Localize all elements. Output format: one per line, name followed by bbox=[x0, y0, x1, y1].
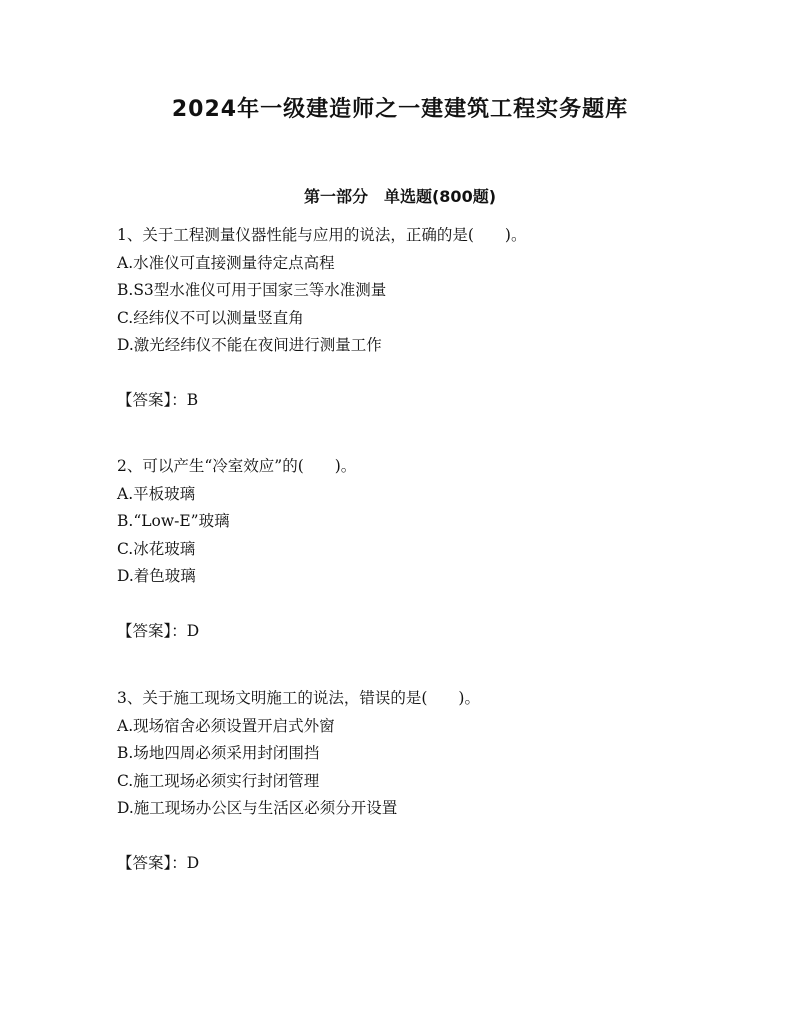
option-a: A.现场宿舍必须设置开启式外窗 bbox=[117, 716, 335, 735]
section-heading: 第一部分 单选题(800题) bbox=[303, 187, 497, 206]
question-stem: 1、关于工程测量仪器性能与应用的说法，正确的是( )。 bbox=[117, 226, 527, 244]
option-b: B.场地四周必须采用封闭围挡 bbox=[117, 744, 320, 762]
option-c: C.施工现场必须实行封闭管理 bbox=[117, 771, 320, 790]
question-block bbox=[117, 453, 757, 645]
answer-line: 【答案】：B bbox=[117, 390, 199, 409]
option-a: A.水准仪可直接测量待定点高程 bbox=[117, 253, 335, 272]
question-block bbox=[117, 222, 757, 414]
answer-line: 【答案】：D bbox=[117, 621, 200, 640]
question-stem: 2、可以产生“冷室效应”的( )。 bbox=[117, 457, 357, 475]
answer-line: 【答案】：D bbox=[117, 853, 200, 872]
question-stem: 3、关于施工现场文明施工的说法，错误的是( )。 bbox=[117, 689, 480, 707]
option-c: C.经纬仪不可以测量竖直角 bbox=[117, 308, 304, 327]
document-title: 2024年一级建造师之一建建筑工程实务题库 bbox=[171, 97, 629, 122]
option-d: D.着色玻璃 bbox=[117, 567, 196, 585]
option-a: A.平板玻璃 bbox=[117, 484, 196, 503]
option-b: B.S3型水准仪可用于国家三等水准测量 bbox=[117, 281, 387, 299]
option-d: D.施工现场办公区与生活区必须分开设置 bbox=[117, 799, 398, 817]
question-block bbox=[117, 685, 757, 877]
option-d: D.激光经纬仪不能在夜间进行测量工作 bbox=[117, 336, 382, 354]
option-c: C.冰花玻璃 bbox=[117, 539, 196, 558]
option-b: B.“Low-E”玻璃 bbox=[117, 512, 230, 530]
